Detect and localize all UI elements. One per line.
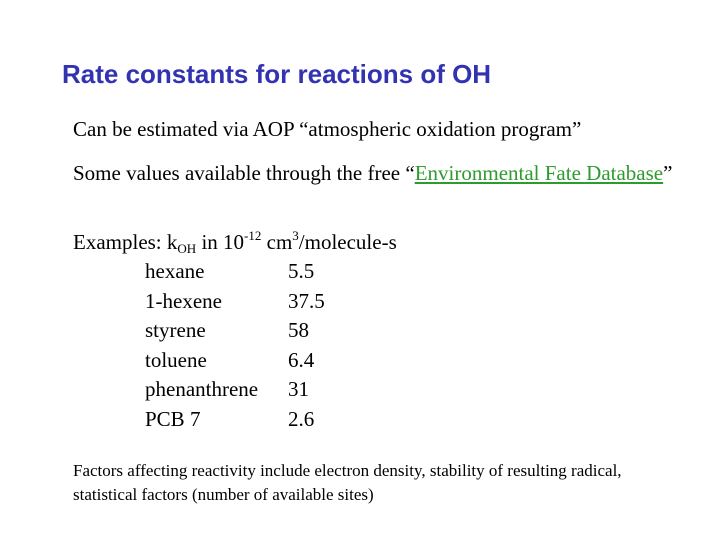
examples-label: Examples: k [73,230,178,254]
units-exponent: -12 [244,228,262,243]
aop-estimate-text: Can be estimated via AOP “atmospheric oxidation program” [73,117,582,141]
k-oh-subscript: OH [177,241,197,256]
table-row [145,346,325,376]
compound-name: 1-hexene [145,288,222,313]
table-row [145,405,325,435]
units-cubed: 3 [292,228,299,243]
table-row [145,316,325,346]
slide-title: Rate constants for reactions of OH [62,59,492,89]
compound-name: phenanthrene [145,377,259,401]
compound-name: PCB 7 [145,406,201,431]
units-suffix: /molecule-s [298,230,397,254]
rate-value: 58 [288,318,309,342]
reactivity-factors-note: Factors affecting reactivity include electron density, stability of resulting radical, statistical factors (number of available sites) [73,461,622,504]
rate-value: 37.5 [288,288,325,313]
rate-value: 6.4 [288,347,315,372]
database-text-suffix: ” [663,161,673,185]
examples-table [145,257,325,434]
rate-value: 31 [288,377,309,401]
table-row [145,287,325,317]
compound-name: styrene [145,318,206,342]
rate-value: 5.5 [288,259,315,283]
environmental-fate-database-link[interactable]: Environmental Fate Database [414,161,664,185]
rate-value: 2.6 [288,406,315,431]
compound-name: hexane [145,259,205,283]
database-text-prefix: Some values available through the free “ [73,161,415,185]
compound-name: toluene [145,347,207,372]
units-base: cm [261,230,293,254]
database-text [73,160,673,186]
examples-heading [73,229,397,255]
units-in-text: in 10 [196,230,245,254]
table-row [145,257,325,287]
table-row [145,375,325,405]
